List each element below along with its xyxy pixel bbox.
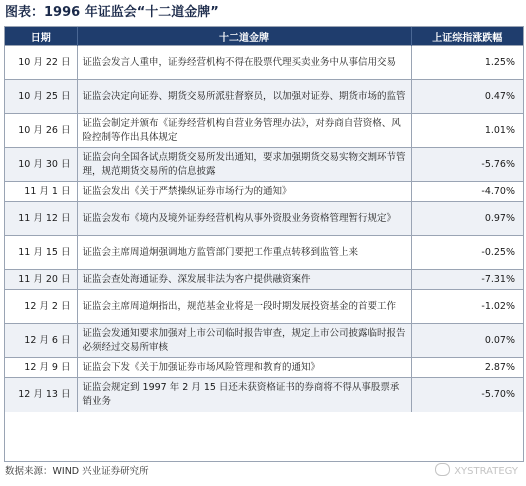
table-row (5, 324, 523, 358)
row-event: 证监会查处海通证券、深发展非法为客户提供融资案件 (77, 270, 411, 290)
row-date: 10 月 30 日 (5, 148, 77, 182)
row-event: 证监会主席周道炯强调地方监管部门要把工作重点转移到监管上来 (77, 236, 411, 270)
table-row (5, 236, 523, 270)
watermark-text: XYSTRATEGY (454, 466, 518, 477)
events-table-frame (4, 26, 524, 462)
wechat-icon (435, 463, 450, 476)
table-row (5, 270, 523, 290)
header-date: 日期 (5, 27, 77, 46)
table-row (5, 290, 523, 324)
row-date: 12 月 13 日 (5, 378, 77, 412)
row-change: -5.76% (411, 148, 523, 182)
table-row (5, 378, 523, 412)
row-date: 11 月 1 日 (5, 182, 77, 202)
data-source-note: 数据来源：WIND 兴业证券研究所 (5, 466, 149, 477)
events-table (5, 27, 523, 412)
table-row (5, 202, 523, 236)
row-event: 证监会发布《境内及境外证券经营机构从事外资股业务资格管理暂行规定》 (77, 202, 411, 236)
header-event: 十二道金牌 (77, 27, 411, 46)
row-event: 证监会主席周道炯指出，规范基金业将是一段时期发展投资基金的首要工作 (77, 290, 411, 324)
table-header-row (5, 27, 523, 46)
row-event: 证监会制定并颁布《证券经营机构自营业务管理办法》，对券商自营资格、风险控制等作出具体规定 (77, 114, 411, 148)
row-change: 0.97% (411, 202, 523, 236)
row-date: 11 月 20 日 (5, 270, 77, 290)
table-row (5, 182, 523, 202)
row-date: 10 月 25 日 (5, 80, 77, 114)
row-event: 证监会发通知要求加强对上市公司临时报告审查，规定上市公司披露临时报告必须经过交易所审核 (77, 324, 411, 358)
row-date: 10 月 22 日 (5, 46, 77, 80)
table-row (5, 46, 523, 80)
row-event: 证监会发出《关于严禁操纵证券市场行为的通知》 (77, 182, 411, 202)
figure-title: 图表：1996 年证监会“十二道金牌” (5, 5, 219, 20)
table-row (5, 358, 523, 378)
row-date: 12 月 9 日 (5, 358, 77, 378)
table-row (5, 80, 523, 114)
row-change: -7.31% (411, 270, 523, 290)
row-date: 11 月 15 日 (5, 236, 77, 270)
row-change: 0.47% (411, 80, 523, 114)
row-change: 1.25% (411, 46, 523, 80)
row-change: 2.87% (411, 358, 523, 378)
row-event: 证监会下发《关于加强证券市场风险管理和教育的通知》 (77, 358, 411, 378)
row-date: 11 月 12 日 (5, 202, 77, 236)
row-change: -5.70% (411, 378, 523, 412)
table-row (5, 114, 523, 148)
row-event: 证监会向全国各试点期货交易所发出通知，要求加强期货交易实物交割环节管理，规范期货交易所的信息披露 (77, 148, 411, 182)
header-index-change: 上证综指涨跌幅 (411, 27, 523, 46)
watermark (435, 463, 518, 481)
row-date: 10 月 26 日 (5, 114, 77, 148)
row-date: 12 月 2 日 (5, 290, 77, 324)
row-change: 1.01% (411, 114, 523, 148)
table-row (5, 148, 523, 182)
row-change: -1.02% (411, 290, 523, 324)
row-event: 证监会发言人重申，证券经营机构不得在股票代理买卖业务中从事信用交易 (77, 46, 411, 80)
row-change: 0.07% (411, 324, 523, 358)
row-event: 证监会决定向证券、期货交易所派驻督察员，以加强对证券、期货市场的监管 (77, 80, 411, 114)
row-date: 12 月 6 日 (5, 324, 77, 358)
row-event: 证监会规定到 1997 年 2 月 15 日还未获资格证书的券商将不得从事股票承销业务 (77, 378, 411, 412)
row-change: -0.25% (411, 236, 523, 270)
row-change: -4.70% (411, 182, 523, 202)
